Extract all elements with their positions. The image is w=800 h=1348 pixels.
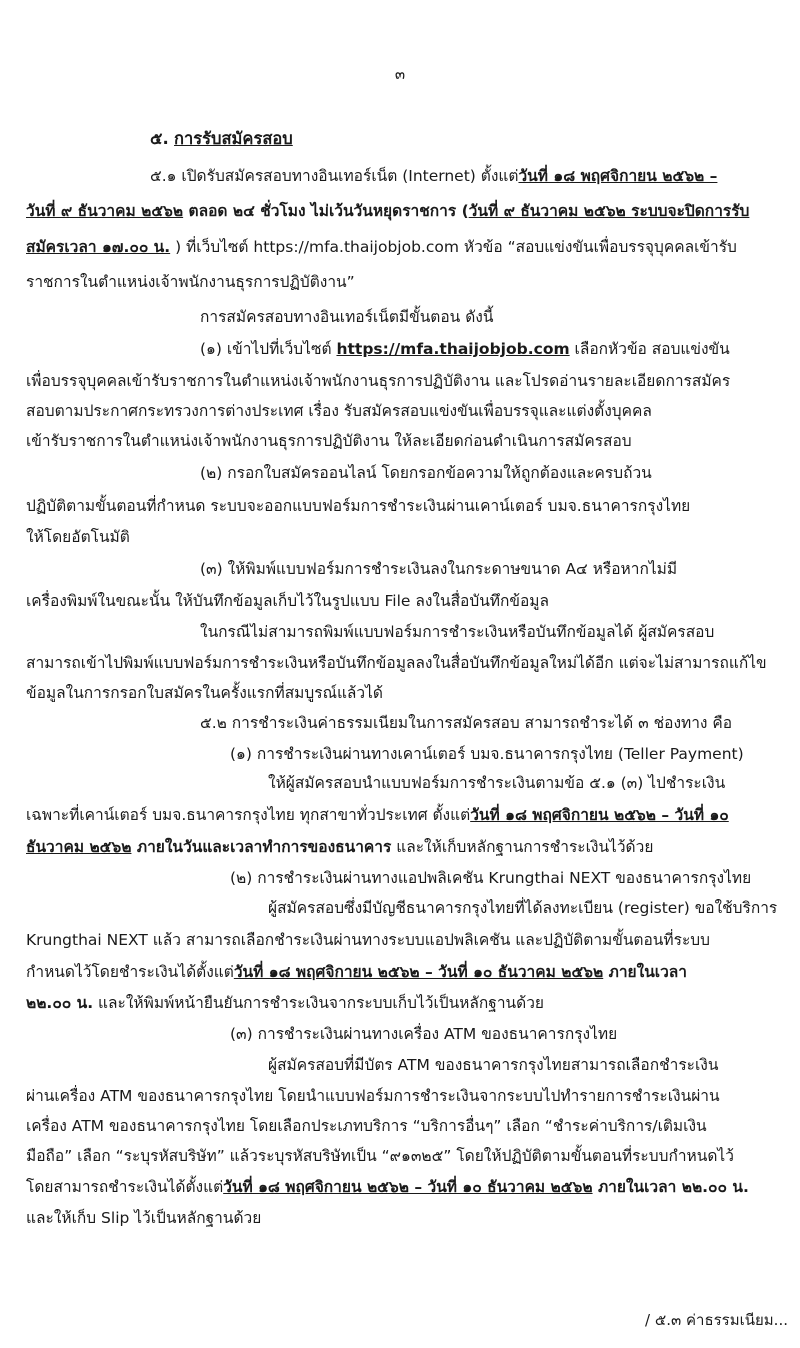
- continuation-note: / ๕.๓ ค่าธรรมเนียม...: [645, 1311, 788, 1329]
- text-segment: สามารถเข้าไปพิมพ์แบบฟอร์มการชำระเงินหรือบันทึกข้อมูลลงในสื่อบันทึกข้อมูลใหม่ได้อีก แต่จะไม่สามารถแก้ไข: [26, 654, 767, 672]
- text-segment: ธันวาคม ๒๕๖๒: [26, 838, 132, 856]
- text-segment: วันที่ ๑๘ พฤศจิกายน ๒๕๖๒ –: [518, 167, 718, 185]
- text-segment: สมัครเวลา ๑๗.๐๐ น.: [26, 238, 171, 256]
- text-segment: ๕.๑ เปิดรับสมัครสอบทางอินเทอร์เน็ต (Internet) ตั้งแต่: [150, 167, 519, 185]
- text-segment: โดยสามารถชำระเงินได้ตั้งแต่: [26, 1178, 224, 1196]
- text-line: [26, 1176, 749, 1198]
- text-segment: และให้เก็บหลักฐานการชำระเงินไว้ด้วย: [391, 838, 654, 856]
- text-segment: กำหนดไว้โดยชำระเงินได้ตั้งแต่: [26, 963, 234, 981]
- text-line: [200, 621, 714, 643]
- text-line: [230, 1023, 617, 1045]
- text-line: [150, 165, 717, 187]
- text-line: [26, 961, 687, 983]
- text-segment: วันที่ ๑๘ พฤศจิกายน ๒๕๖๒ – วันที่ ๑๐ ธันวาคม ๒๕๖๒: [233, 963, 604, 981]
- text-segment: เข้ารับราชการในตำแหน่งเจ้าพนักงานธุรการปฏิบัติงาน ให้ละเอียดก่อนดำเนินการสมัครสอบ: [26, 432, 632, 450]
- text-line: [26, 929, 710, 951]
- text-segment: (๒) กรอกใบสมัครออนไลน์ โดยกรอกข้อความให้ถูกต้องและครบถ้วน: [200, 464, 652, 482]
- text-segment: (๓) การชำระเงินผ่านทางเครื่อง ATM ของธนาคารกรุงไทย: [230, 1025, 618, 1043]
- section-heading: [150, 128, 293, 150]
- text-line: [268, 772, 725, 794]
- text-line: [26, 236, 737, 258]
- text-segment: ในกรณีไม่สามารถพิมพ์แบบฟอร์มการชำระเงินหรือบันทึกข้อมูลได้ ผู้สมัครสอบ: [200, 623, 715, 641]
- text-line: [200, 462, 652, 484]
- text-segment: (๑) เข้าไปที่เว็บไซต์: [200, 340, 337, 358]
- text-line: [26, 495, 690, 517]
- text-segment: เครื่อง ATM ของธนาคารกรุงไทย โดยเลือกประเภทบริการ “บริการอื่นๆ” เลือก “ชำระค่าบริการ/เติมเงิน: [26, 1117, 707, 1135]
- text-line: [26, 526, 130, 548]
- text-segment: ) ที่เว็บไซต์ https://mfa.thaijobjob.com หัวข้อ “สอบแข่งขันเพื่อบรรจุบุคคลเข้ารับ: [170, 238, 737, 256]
- section-number: ๕.: [150, 129, 169, 148]
- website-link[interactable]: https://mfa.thaijobjob.com: [336, 340, 570, 358]
- section-title: การรับสมัครสอบ: [174, 129, 293, 148]
- text-segment: ข้อมูลในการกรอกใบสมัครในครั้งแรกที่สมบูรณ์แล้วได้: [26, 684, 383, 702]
- text-segment: ภายในเวลา ๒๒.๐๐ น.: [592, 1178, 749, 1196]
- text-segment: ๕.๒ การชำระเงินค่าธรรมเนียมในการสมัครสอบ สามารถชำระได้ ๓ ช่องทาง คือ: [200, 714, 733, 732]
- text-line: [26, 836, 653, 858]
- text-segment: เครื่องพิมพ์ในขณะนั้น ให้บันทึกข้อมูลเก็บไว้ในรูปแบบ File ลงในสื่อบันทึกข้อมูล: [26, 592, 550, 610]
- text-segment: ผ่านเครื่อง ATM ของธนาคารกรุงไทย โดยนำแบบฟอร์มการชำระเงินจากระบบไปทำรายการชำระเงินผ่าน: [26, 1087, 720, 1105]
- text-line: [200, 712, 732, 734]
- text-line: [26, 1115, 707, 1137]
- text-line: [26, 1145, 734, 1167]
- text-line: [268, 897, 777, 919]
- text-line: [268, 1054, 718, 1076]
- text-line: [26, 590, 549, 612]
- text-line: [200, 338, 730, 360]
- text-segment: เฉพาะที่เคาน์เตอร์ บมจ.ธนาคารกรุงไทย ทุกสาขาทั่วประเทศ ตั้งแต่: [26, 806, 471, 824]
- text-line: [200, 306, 493, 328]
- text-line: [26, 1085, 720, 1107]
- text-segment: วันที่ ๙ ธันวาคม ๒๕๖๒ ระบบจะปิดการรับ: [468, 202, 750, 220]
- text-segment: ให้โดยอัตโนมัติ: [26, 528, 130, 546]
- text-segment: เลือกหัวข้อ สอบแข่งขัน: [569, 340, 730, 358]
- text-segment: ภายในวันและเวลาทำการของธนาคาร: [131, 838, 392, 856]
- text-segment: และให้เก็บ Slip ไว้เป็นหลักฐานด้วย: [26, 1209, 262, 1227]
- text-line: [200, 558, 677, 580]
- text-segment: วันที่ ๙ ธันวาคม ๒๕๖๒: [26, 202, 184, 220]
- text-segment: ราชการในตำแหน่งเจ้าพนักงานธุรการปฏิบัติงาน”: [26, 273, 355, 291]
- text-line: [26, 271, 355, 293]
- text-segment: ให้ผู้สมัครสอบนำแบบฟอร์มการชำระเงินตามข้อ ๕.๑ (๓) ไปชำระเงิน: [268, 774, 726, 792]
- text-line: [230, 867, 751, 889]
- text-segment: (๓) ให้พิมพ์แบบฟอร์มการชำระเงินลงในกระดาษขนาด A๔ หรือหากไม่มี: [200, 560, 678, 578]
- text-line: [26, 992, 544, 1014]
- text-segment: Krungthai NEXT แล้ว สามารถเลือกชำระเงินผ่านทางระบบแอปพลิเคชัน และปฏิบัติตามขั้นตอนที่ระบบ: [26, 931, 710, 949]
- text-segment: ผู้สมัครสอบที่มีบัตร ATM ของธนาคารกรุงไทยสามารถเลือกชำระเงิน: [268, 1056, 719, 1074]
- text-segment: วันที่ ๑๘ พฤศจิกายน ๒๕๖๒ – วันที่ ๑๐: [470, 806, 729, 824]
- text-line: [26, 1207, 261, 1229]
- text-segment: ตลอด ๒๔ ชั่วโมง ไม่เว้นวันหยุดราชการ (: [183, 202, 469, 220]
- text-segment: และให้พิมพ์หน้ายืนยันการชำระเงินจากระบบเก็บไว้เป็นหลักฐานด้วย: [93, 994, 544, 1012]
- text-segment: (๑) การชำระเงินผ่านทางเคาน์เตอร์ บมจ.ธนาคารกรุงไทย (Teller Payment): [230, 745, 744, 763]
- text-segment: ภายในเวลา: [603, 963, 688, 981]
- text-line: [26, 370, 730, 392]
- text-line: [230, 743, 744, 765]
- text-segment: ๒๒.๐๐ น.: [26, 994, 94, 1012]
- page-number: ๓: [394, 65, 406, 83]
- text-line: [26, 804, 729, 826]
- text-line: [26, 400, 652, 422]
- text-segment: วันที่ ๑๘ พฤศจิกายน ๒๕๖๒ – วันที่ ๑๐ ธันวาคม ๒๕๖๒: [223, 1178, 593, 1196]
- text-segment: การสมัครสอบทางอินเทอร์เน็ตมีขั้นตอน ดังนี้: [200, 308, 494, 326]
- text-segment: มือถือ” เลือก “ระบุรหัสบริษัท” แล้วระบุรหัสบริษัทเป็น “๙๑๓๒๕” โดยให้ปฏิบัติตามขั้นตอนที่ระบบกำหนดไว้: [26, 1147, 734, 1165]
- text-segment: (๒) การชำระเงินผ่านทางแอปพลิเคชัน Krungthai NEXT ของธนาคารกรุงไทย: [230, 869, 752, 887]
- text-segment: สอบตามประกาศกระทรวงการต่างประเทศ เรื่อง รับสมัครสอบแข่งขันเพื่อบรรจุและแต่งตั้งบุคคล: [26, 402, 652, 420]
- text-segment: ปฏิบัติตามขั้นตอนที่กำหนด ระบบจะออกแบบฟอร์มการชำระเงินผ่านเคาน์เตอร์ บมจ.ธนาคารกรุงไทย: [26, 497, 691, 515]
- text-line: [26, 200, 749, 222]
- text-line: [26, 652, 767, 674]
- text-line: [26, 430, 632, 452]
- text-line: [26, 682, 383, 704]
- text-segment: เพื่อบรรจุบุคคลเข้ารับราชการในตำแหน่งเจ้าพนักงานธุรการปฏิบัติงาน และโปรดอ่านรายละเอียดการสมัคร: [26, 372, 731, 390]
- text-segment: ผู้สมัครสอบซึ่งมีบัญชีธนาคารกรุงไทยที่ได้ลงทะเบียน (register) ขอใช้บริการ: [268, 899, 778, 917]
